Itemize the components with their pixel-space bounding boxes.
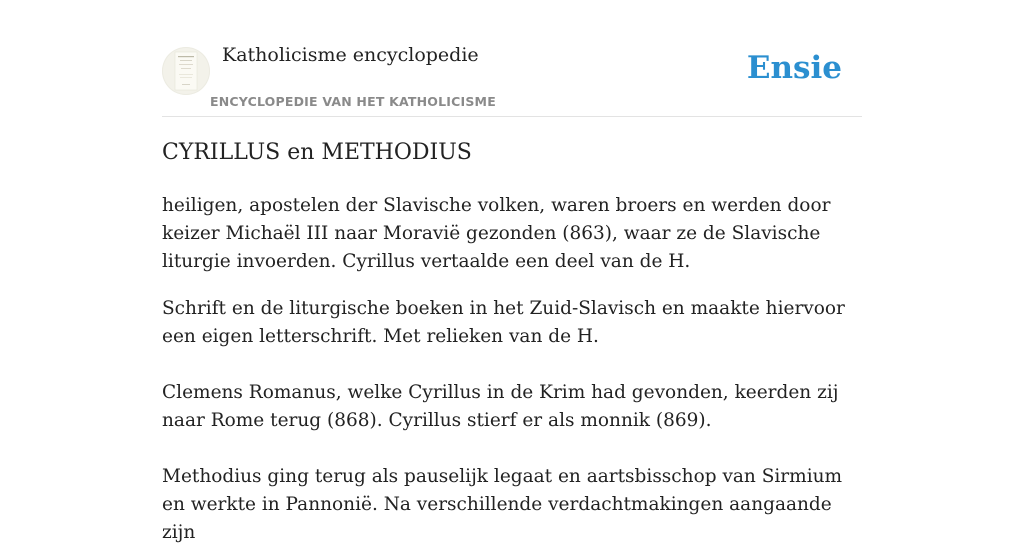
entry-paragraph-4: Methodius ging terug als pauselijk legaat en aartsbisschop van Sirmium en werkte in Pannonië. Na verschillende verdachtmakingen aangaande zijn: [162, 466, 843, 543]
brand-logo[interactable]: Ensie: [746, 50, 842, 86]
entry-paragraph-2: Schrift en de liturgische boeken in het Zuid-Slavisch en maakte hiervoor een eigen letterschrift. Met relieken van de H.: [162, 298, 845, 347]
book-title[interactable]: Katholicisme encyclopedie: [222, 44, 479, 66]
entry-paragraph-1: heiligen, apostelen der Slavische volken, waren broers en werden door keizer Michaël III naar Moravië gezonden (863), waar ze de Slavische liturgie invoerden. Cyrillus vertaalde een deel van de H.: [162, 195, 831, 272]
entry-title: CYRILLUS en METHODIUS: [162, 140, 472, 165]
book-subtitle[interactable]: ENCYCLOPEDIE VAN HET KATHOLICISME: [210, 94, 496, 109]
page-header: [162, 0, 862, 117]
entry-paragraph-3: Clemens Romanus, welke Cyrillus in de Krim had gevonden, keerden zij naar Rome terug (868). Cyrillus stierf er als monnik (869).: [162, 382, 839, 431]
page-container: [162, 0, 862, 543]
book-cover-icon[interactable]: [162, 47, 210, 95]
